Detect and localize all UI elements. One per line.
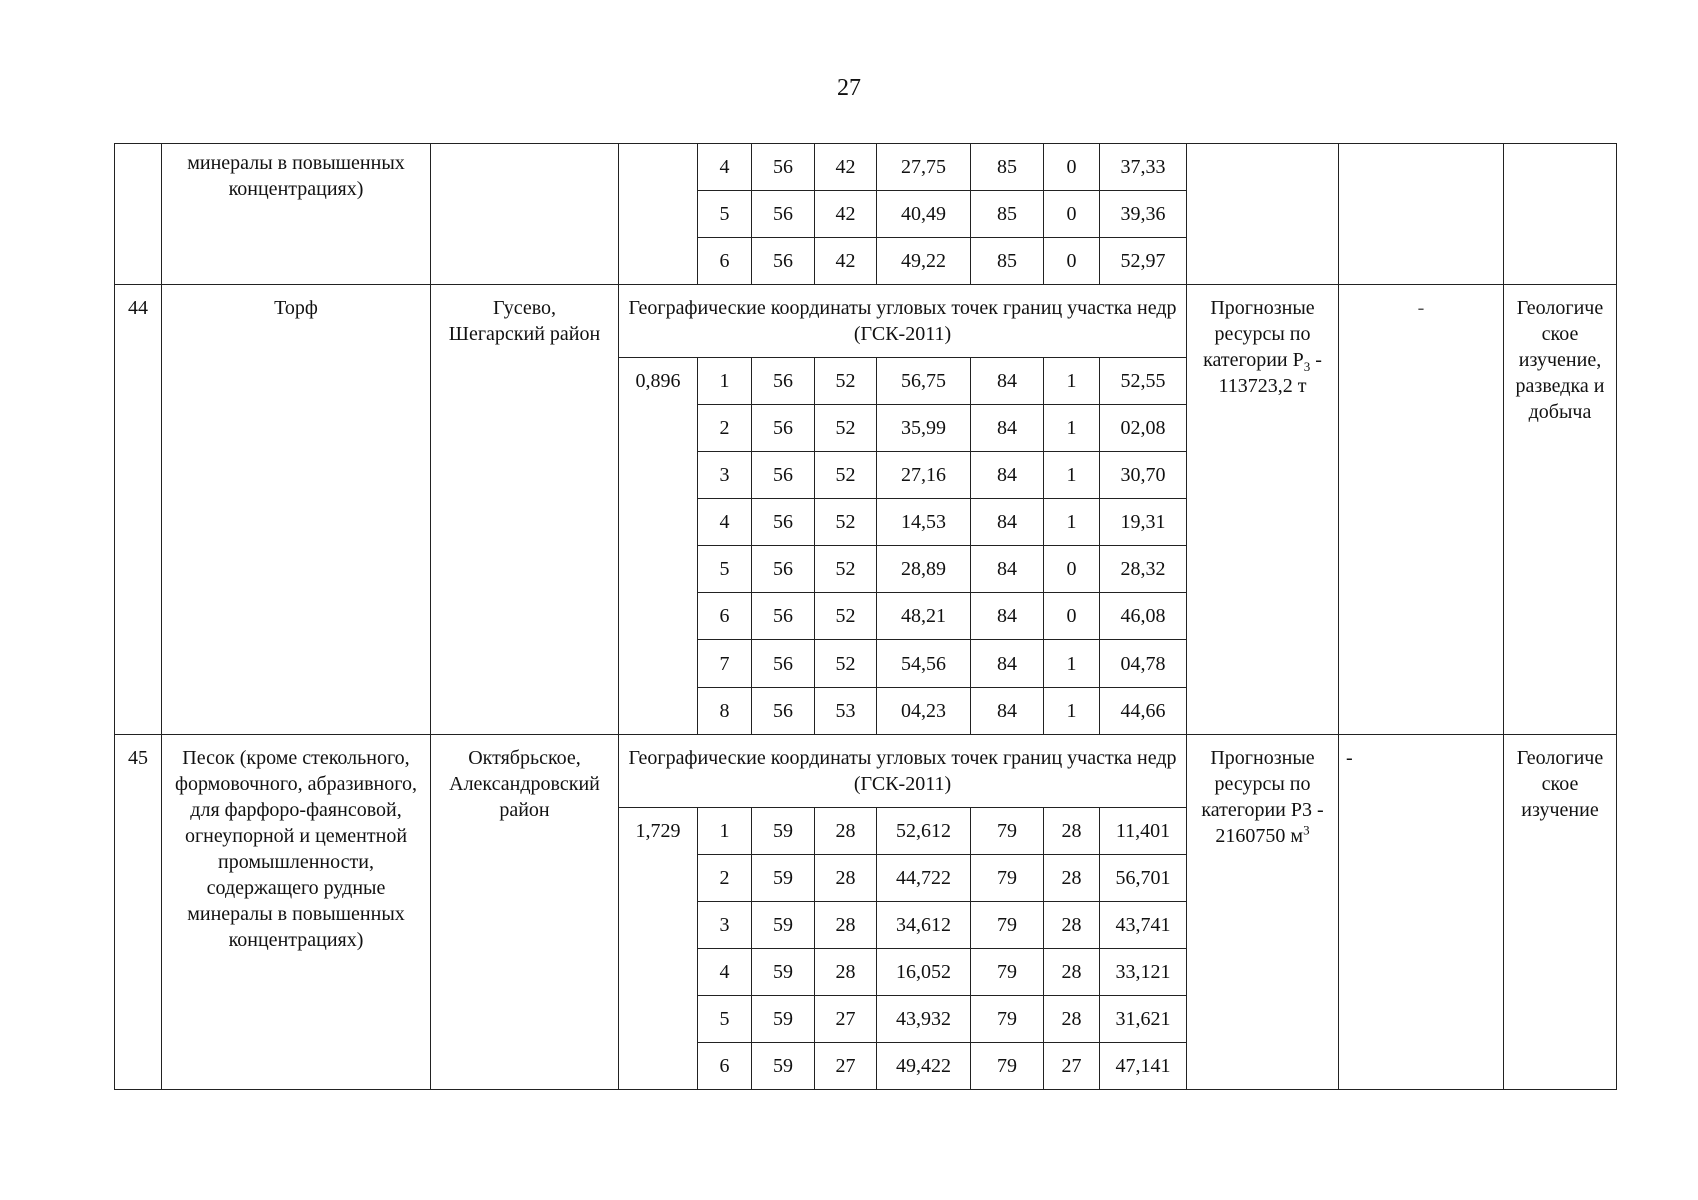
lat-deg: 56 xyxy=(752,191,815,238)
lon-min: 1 xyxy=(1044,358,1100,405)
point-number: 1 xyxy=(698,358,752,405)
entry-44-location xyxy=(431,285,619,734)
lat-sec: 54,56 xyxy=(877,640,971,687)
lat-sec: 28,89 xyxy=(877,546,971,593)
entry-44-location-line1: Гусево, xyxy=(492,297,557,320)
point-number: 6 xyxy=(698,1042,752,1089)
cont-area-cell xyxy=(619,144,698,285)
lat-min: 52 xyxy=(815,499,877,546)
lat-deg: 56 xyxy=(752,238,815,285)
cont-num-cell xyxy=(115,144,162,285)
lon-sec: 47,141 xyxy=(1100,1042,1187,1089)
lon-min: 0 xyxy=(1044,191,1100,238)
point-number: 3 xyxy=(698,901,752,948)
point-number: 4 xyxy=(698,144,752,191)
entry-45-purpose: Геологиче ское изучение xyxy=(1504,734,1617,1089)
lat-sec: 35,99 xyxy=(877,405,971,452)
lon-deg: 84 xyxy=(971,405,1044,452)
point-number: 5 xyxy=(698,191,752,238)
lat-min: 28 xyxy=(815,901,877,948)
lat-sec: 40,49 xyxy=(877,191,971,238)
lon-sec: 31,621 xyxy=(1100,995,1187,1042)
point-number: 2 xyxy=(698,854,752,901)
lon-min: 28 xyxy=(1044,807,1100,854)
entry-45-location: Октябрьское, Александровский район xyxy=(431,734,619,1089)
lon-min: 0 xyxy=(1044,546,1100,593)
entry-45-res-sup: 3 xyxy=(1303,821,1310,837)
point-number: 2 xyxy=(698,405,752,452)
lon-sec: 56,701 xyxy=(1100,854,1187,901)
lat-min: 53 xyxy=(815,687,877,734)
lat-min: 52 xyxy=(815,405,877,452)
lon-deg: 79 xyxy=(971,995,1044,1042)
lat-min: 52 xyxy=(815,593,877,640)
lon-sec: 39,36 xyxy=(1100,191,1187,238)
lat-sec: 43,932 xyxy=(877,995,971,1042)
lon-deg: 84 xyxy=(971,358,1044,405)
lon-sec: 04,78 xyxy=(1100,640,1187,687)
lat-sec: 44,722 xyxy=(877,854,971,901)
lat-deg: 56 xyxy=(752,687,815,734)
point-number: 3 xyxy=(698,452,752,499)
lon-min: 0 xyxy=(1044,593,1100,640)
lon-deg: 85 xyxy=(971,191,1044,238)
lat-deg: 59 xyxy=(752,901,815,948)
lat-deg: 59 xyxy=(752,948,815,995)
lat-sec: 27,75 xyxy=(877,144,971,191)
entry-45-area: 1,729 xyxy=(619,807,698,1089)
lon-deg: 79 xyxy=(971,948,1044,995)
lon-sec: 11,401 xyxy=(1100,807,1187,854)
lat-min: 52 xyxy=(815,640,877,687)
lon-deg: 79 xyxy=(971,1042,1044,1089)
cont-description: минералы в повышенных концентрациях) xyxy=(162,144,431,285)
lat-sec: 34,612 xyxy=(877,901,971,948)
lon-deg: 79 xyxy=(971,854,1044,901)
lat-min: 42 xyxy=(815,191,877,238)
lon-min: 1 xyxy=(1044,405,1100,452)
lat-deg: 59 xyxy=(752,807,815,854)
lat-min: 52 xyxy=(815,358,877,405)
cont-purpose-cell xyxy=(1504,144,1617,285)
lat-deg: 56 xyxy=(752,499,815,546)
lat-sec: 48,21 xyxy=(877,593,971,640)
lat-sec: 56,75 xyxy=(877,358,971,405)
entry-44-resources xyxy=(1187,285,1339,734)
lat-sec: 04,23 xyxy=(877,687,971,734)
lon-deg: 85 xyxy=(971,238,1044,285)
lat-min: 27 xyxy=(815,1042,877,1089)
lon-sec: 52,55 xyxy=(1100,358,1187,405)
lon-min: 1 xyxy=(1044,499,1100,546)
lon-deg: 84 xyxy=(971,546,1044,593)
entry-44-name: Торф xyxy=(162,285,431,734)
table-row xyxy=(115,144,1617,191)
lon-sec: 37,33 xyxy=(1100,144,1187,191)
cont-dash-cell xyxy=(1339,144,1504,285)
lat-sec: 49,22 xyxy=(877,238,971,285)
entry-44-location-line2: Шегарский район xyxy=(448,323,601,346)
lat-min: 28 xyxy=(815,854,877,901)
entry-44-number: 44 xyxy=(115,285,162,734)
entry-44-res-sub: 3 xyxy=(1303,359,1311,375)
lon-deg: 79 xyxy=(971,901,1044,948)
lat-min: 42 xyxy=(815,238,877,285)
entry-45-res-text: Прогнозные ресурсы по категории Р3 - 2160750 м xyxy=(1201,746,1324,847)
point-number: 5 xyxy=(698,546,752,593)
entry-44-res-text-end: - 113723,2 т xyxy=(1218,349,1322,398)
lon-deg: 84 xyxy=(971,687,1044,734)
lon-sec: 33,121 xyxy=(1100,948,1187,995)
entry-45-dash: - xyxy=(1339,734,1504,1089)
lat-deg: 56 xyxy=(752,358,815,405)
cont-location-cell xyxy=(431,144,619,285)
point-number: 8 xyxy=(698,687,752,734)
lat-sec: 14,53 xyxy=(877,499,971,546)
lat-min: 52 xyxy=(815,452,877,499)
lon-sec: 46,08 xyxy=(1100,593,1187,640)
lon-min: 0 xyxy=(1044,144,1100,191)
lat-deg: 56 xyxy=(752,546,815,593)
lon-deg: 84 xyxy=(971,452,1044,499)
lat-deg: 59 xyxy=(752,1042,815,1089)
lon-min: 28 xyxy=(1044,854,1100,901)
cont-resources-cell xyxy=(1187,144,1339,285)
lat-deg: 56 xyxy=(752,452,815,499)
lon-sec: 43,741 xyxy=(1100,901,1187,948)
point-number: 4 xyxy=(698,948,752,995)
lat-sec: 52,612 xyxy=(877,807,971,854)
lon-min: 28 xyxy=(1044,995,1100,1042)
entry-45-resources xyxy=(1187,734,1339,1089)
entry-44-res-text: Прогнозные ресурсы по категории Р xyxy=(1203,297,1315,372)
point-number: 6 xyxy=(698,593,752,640)
point-number: 5 xyxy=(698,995,752,1042)
lat-sec: 49,422 xyxy=(877,1042,971,1089)
lon-deg: 84 xyxy=(971,593,1044,640)
lon-sec: 30,70 xyxy=(1100,452,1187,499)
page-number: 27 xyxy=(837,75,861,101)
point-number: 6 xyxy=(698,238,752,285)
entry-44-dash: - xyxy=(1339,285,1504,734)
lat-min: 28 xyxy=(815,807,877,854)
lat-deg: 56 xyxy=(752,593,815,640)
point-number: 4 xyxy=(698,499,752,546)
point-number: 7 xyxy=(698,640,752,687)
lon-min: 28 xyxy=(1044,948,1100,995)
lon-deg: 79 xyxy=(971,807,1044,854)
lat-min: 42 xyxy=(815,144,877,191)
table-row xyxy=(115,285,1617,358)
lon-sec: 52,97 xyxy=(1100,238,1187,285)
entry-45-geo-header: Географические координаты угловых точек границ участка недр (ГСК-2011) xyxy=(619,734,1187,807)
lon-sec: 19,31 xyxy=(1100,499,1187,546)
entry-44-geo-header: Географические координаты угловых точек границ участка недр (ГСК-2011) xyxy=(619,285,1187,358)
lon-deg: 85 xyxy=(971,144,1044,191)
lat-deg: 59 xyxy=(752,854,815,901)
point-number: 1 xyxy=(698,807,752,854)
lat-deg: 59 xyxy=(752,995,815,1042)
entry-45-name: Песок (кроме стекольного, формовочного, абразивного, для фарфоро-фаянсовой, огнеупорной и цементной промышленности, содержащего рудные минералы в повышенных концентрациях) xyxy=(162,734,431,1089)
table-row xyxy=(115,734,1617,807)
resource-table xyxy=(114,143,1617,1090)
lon-sec: 02,08 xyxy=(1100,405,1187,452)
lon-min: 0 xyxy=(1044,238,1100,285)
lat-min: 28 xyxy=(815,948,877,995)
lat-sec: 16,052 xyxy=(877,948,971,995)
lat-sec: 27,16 xyxy=(877,452,971,499)
lon-min: 27 xyxy=(1044,1042,1100,1089)
lon-min: 1 xyxy=(1044,640,1100,687)
lat-deg: 56 xyxy=(752,144,815,191)
lat-min: 27 xyxy=(815,995,877,1042)
lon-min: 28 xyxy=(1044,901,1100,948)
lon-min: 1 xyxy=(1044,452,1100,499)
lat-deg: 56 xyxy=(752,405,815,452)
lon-deg: 84 xyxy=(971,640,1044,687)
lon-min: 1 xyxy=(1044,687,1100,734)
lon-sec: 44,66 xyxy=(1100,687,1187,734)
entry-45-number: 45 xyxy=(115,734,162,1089)
lon-deg: 84 xyxy=(971,499,1044,546)
entry-44-area: 0,896 xyxy=(619,358,698,734)
entry-44-purpose: Геологиче ское изучение, разведка и добыча xyxy=(1504,285,1617,734)
lon-sec: 28,32 xyxy=(1100,546,1187,593)
lat-min: 52 xyxy=(815,546,877,593)
lat-deg: 56 xyxy=(752,640,815,687)
